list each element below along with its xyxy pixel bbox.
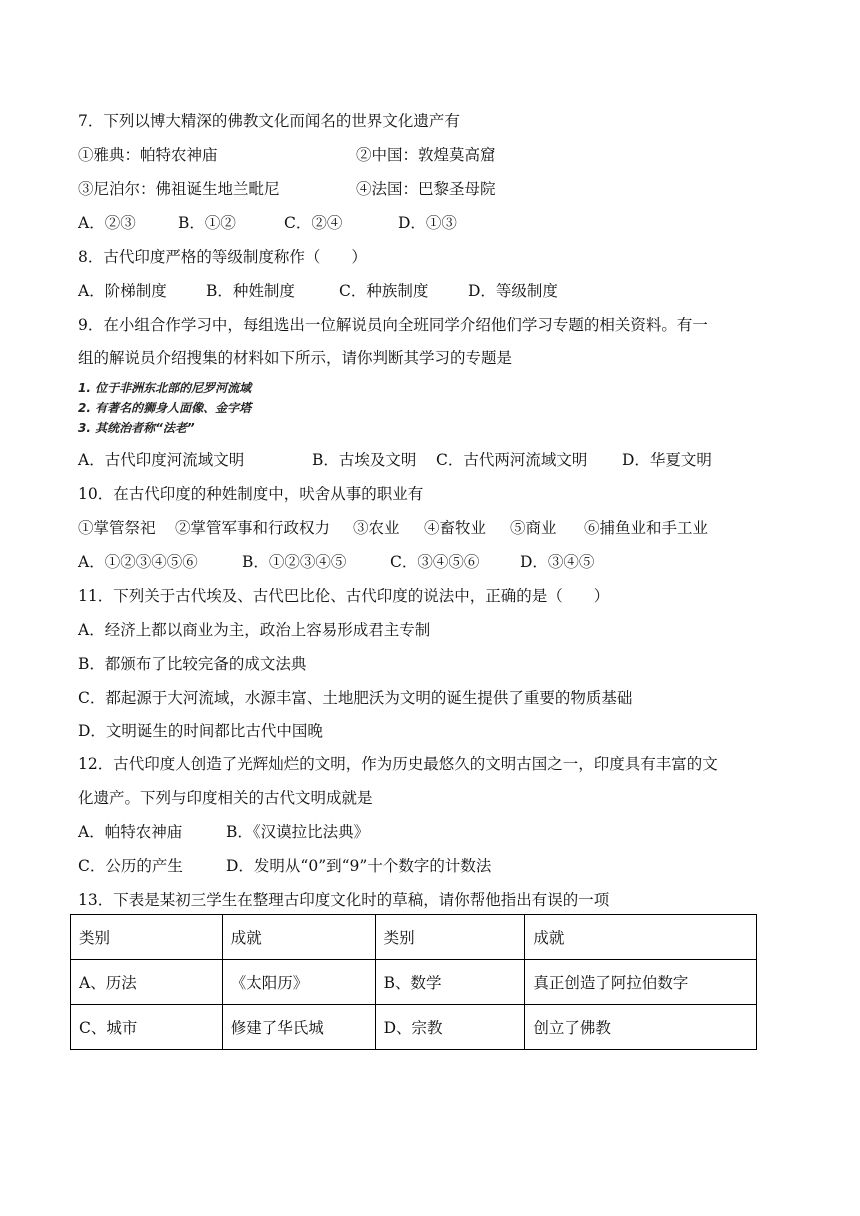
q7-option-3: ③尼泊尔：佛祖诞生地兰毗尼 [78,180,280,198]
q11-answer-a: A．经济上都以商业为主，政治上容易形成君主专制 [78,621,431,639]
q7-answer-c: C．②④ [284,214,343,232]
q11-stem: 11．下列关于古代埃及、古代巴比伦、古代印度的说法中，正确的是（ ） [78,587,610,605]
q10-item-2: ②掌管军事和行政权力 [175,519,331,537]
q10-answer-c: C．③④⑤⑥ [390,553,480,571]
q11-answer-b: B．都颁布了比较完备的成文法典 [78,655,307,673]
table-header-row [71,915,757,960]
table-header-cell: 成就 [222,915,375,960]
table-cell: D、宗教 [375,1005,525,1050]
q10-answer-d: D．③④⑤ [520,553,595,571]
q10-item-1: ①掌管祭祀 [78,519,156,537]
q7-answer-b: B．①② [178,214,236,232]
q10-item-4: ④畜牧业 [424,519,487,537]
q12-answer-a: A．帕特农神庙 [78,823,183,841]
q7-option-1: ①雅典：帕特农神庙 [78,146,218,164]
q8-stem: 8．古代印度严格的等级制度称作（ ） [78,248,367,266]
q9-stem-line-1: 9．在小组合作学习中，每组选出一位解说员向全班同学介绍他们学习专题的相关资料。有一 [78,316,708,334]
q7-answer-d: D．①③ [398,214,457,232]
q10-item-6: ⑥捕鱼业和手工业 [584,519,709,537]
q9-answer-c: C．古代两河流域文明 [436,451,588,469]
q8-answer-a: A．阶梯制度 [78,282,167,300]
table-cell: 《太阳历》 [222,960,375,1005]
q7-option-2: ②中国：敦煌莫高窟 [356,146,496,164]
q10-answer-a: A．①②③④⑤⑥ [78,553,198,571]
table-cell: 创立了佛教 [525,1005,757,1050]
q9-stem-line-2: 组的解说员介绍搜集的材料如下所示，请你判断其学习的专题是 [78,349,513,367]
q8-answer-d: D．等级制度 [468,282,558,300]
q12-stem-line-2: 化遗产。下列与印度相关的古代文明成就是 [78,789,373,807]
q11-answer-d: D．文明诞生的时间都比古代中国晚 [78,722,323,740]
table-cell: C、城市 [71,1005,223,1050]
table-cell: B、数学 [375,960,525,1005]
table-row [71,1005,757,1050]
table-row [71,960,757,1005]
q12-stem-line-1: 12．古代印度人创造了光辉灿烂的文明，作为历史最悠久的文明古国之一，印度具有丰富的文 [78,755,718,773]
q10-answer-b: B．①②③④⑤ [242,553,347,571]
table-cell: 修建了华氏城 [222,1005,375,1050]
q12-answer-c: C．公历的产生 [78,857,183,875]
q7-stem: 7．下列以博大精深的佛教文化而闻名的世界文化遗产有 [78,112,460,130]
q12-answer-d: D．发明从“0”到“9”十个数字的计数法 [226,857,492,875]
q9-material-1: 1. 位于非洲东北部的尼罗河流域 [78,381,252,395]
q9-answer-d: D．华夏文明 [622,451,712,469]
q13-stem: 13．下表是某初三学生在整理古印度文化时的草稿，请你帮他指出有误的一项 [78,891,610,909]
q13-table [70,914,757,1050]
table-cell: A、历法 [71,960,223,1005]
q9-material-3: 3. 其统治者称“法老” [78,421,195,435]
q9-answer-a: A．古代印度河流域文明 [78,451,245,469]
q9-material-2: 2. 有著名的狮身人面像、金字塔 [78,401,252,415]
q10-stem: 10．在古代印度的种姓制度中，吠舍从事的职业有 [78,485,424,503]
q10-item-3: ③农业 [353,519,400,537]
q9-answer-b: B．古埃及文明 [312,451,417,469]
q11-answer-c: C．都起源于大河流域，水源丰富、土地肥沃为文明的诞生提供了重要的物质基础 [78,689,633,707]
q8-answer-c: C．种族制度 [339,282,429,300]
table-header-cell: 类别 [375,915,525,960]
table-header-cell: 类别 [71,915,223,960]
table-cell: 真正创造了阿拉伯数字 [525,960,757,1005]
table-header-cell: 成就 [525,915,757,960]
q7-answer-a: A．②③ [78,214,136,232]
q7-option-4: ④法国：巴黎圣母院 [356,180,496,198]
q12-answer-b: B．《汉谟拉比法典》 [226,823,370,841]
q8-answer-b: B．种姓制度 [206,282,295,300]
q10-item-5: ⑤商业 [510,519,557,537]
